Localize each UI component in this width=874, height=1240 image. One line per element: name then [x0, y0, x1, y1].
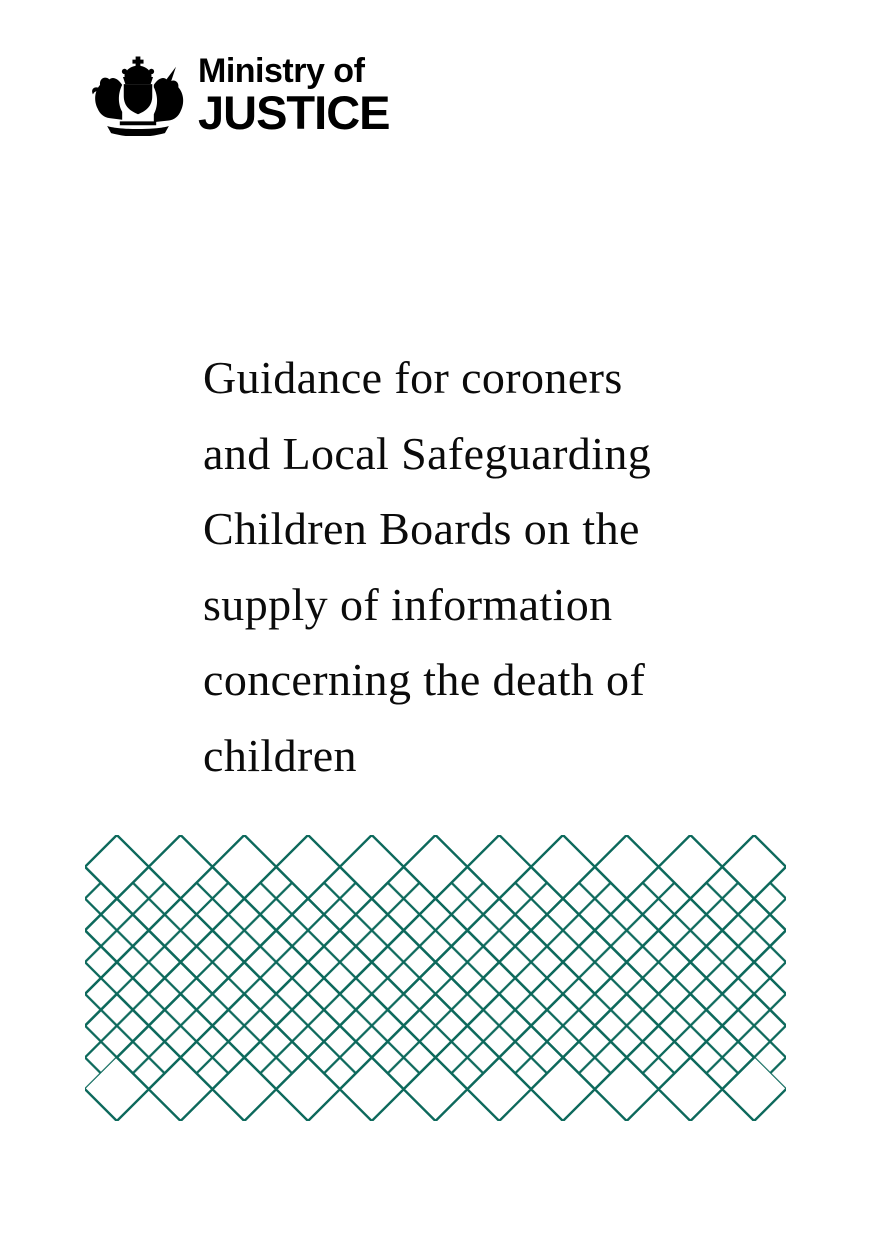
logo-justice-text: JUSTICE: [198, 86, 390, 139]
diamond-lattice-decoration: [85, 835, 786, 1121]
title-line: Guidance for coroners: [203, 352, 623, 403]
royal-coat-of-arms-icon: [85, 56, 191, 136]
moj-logo: [85, 52, 390, 139]
title-line: and Local Safeguarding: [203, 427, 652, 479]
title-line: children: [203, 729, 357, 781]
document-title: [203, 340, 763, 793]
title-line: supply of information: [203, 578, 613, 630]
title-line: concerning the death of: [203, 654, 646, 705]
logo-ministry-of-text: Ministry of: [198, 52, 365, 90]
logo-wordmark: [198, 52, 390, 139]
title-line: Children Boards on the: [203, 503, 640, 554]
